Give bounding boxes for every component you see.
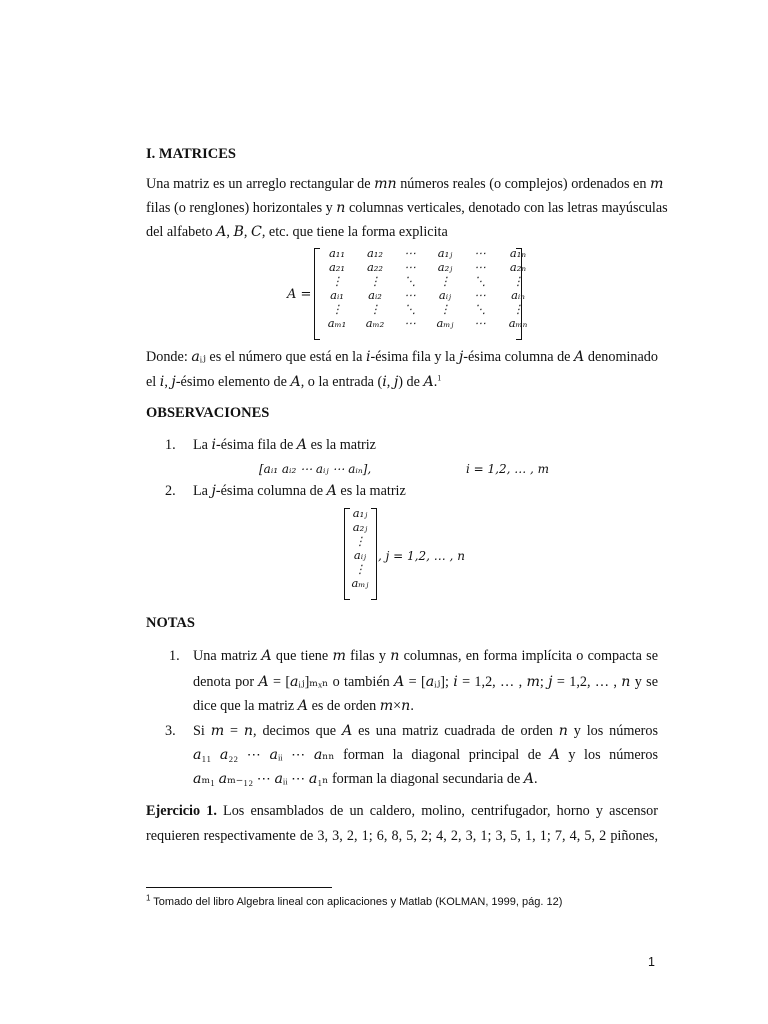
column-entry: ⋮ (354, 562, 366, 576)
matrix-entry: 𝑎ᵢ₁ (330, 288, 344, 302)
matrix-entry: 𝑎ᵢⱼ (438, 288, 452, 302)
matrix-entries (318, 246, 540, 330)
matrix-entry: ⋮ (512, 274, 524, 288)
matrix-entry: ⋱ (474, 274, 486, 288)
column-entry: 𝑎ᵢⱼ (353, 548, 367, 562)
matrix-entry: ⋮ (369, 274, 381, 288)
matrix-entry: ⋮ (439, 302, 451, 316)
matrix-entry: 𝑎ᵢₙ (511, 288, 525, 302)
section-title: I. MATRICES (146, 146, 236, 162)
matrix-entry: ⋯ (404, 288, 416, 302)
matrix-entry: ⋱ (404, 302, 416, 316)
matrix-entry: 𝑎ₘₙ (508, 316, 528, 330)
matrix-entry: ⋱ (474, 302, 486, 316)
column-entry: 𝑎₂ⱼ (352, 520, 368, 534)
matrix-entry: ⋯ (404, 260, 416, 274)
matrix-entry: ⋯ (474, 288, 486, 302)
right-bracket (516, 248, 522, 340)
matrix-entry: 𝑎₂ₙ (509, 260, 527, 274)
matrix-entry: ⋮ (439, 274, 451, 288)
matrix-entry: 𝑎ᵢ₂ (368, 288, 382, 302)
matrix-entry: ⋯ (474, 316, 486, 330)
column-entry: ⋮ (354, 534, 366, 548)
matrix-entry: ⋮ (512, 302, 524, 316)
matrix-entry: 𝑎₁₂ (366, 246, 384, 260)
matrix-entry: ⋮ (369, 302, 381, 316)
matrix-entry: 𝑎₂₂ (366, 260, 384, 274)
observaciones-title: OBSERVACIONES (146, 405, 270, 421)
footnote-separator (146, 887, 332, 888)
ejercicio-label: Ejercicio 1. (146, 803, 217, 819)
matrix-entry: 𝑎ₘⱼ (436, 316, 454, 330)
matrix-entry: 𝑎₁₁ (328, 246, 346, 260)
matrix-entry: 𝑎₂₁ (328, 260, 346, 274)
matrix-entry: 𝑎₁ⱼ (437, 246, 453, 260)
matrix-entry: ⋯ (474, 246, 486, 260)
footnote: $^1$ Tomado del libro Algebra lineal con aplicaciones y Matlab (KOLMAN, 1999, pág. 12) (146, 893, 563, 908)
matrix-entry: ⋮ (331, 274, 343, 288)
page-number: 1 (648, 955, 655, 969)
matrix-entry: ⋱ (404, 274, 416, 288)
matrix-entry: ⋯ (404, 316, 416, 330)
matrix-entry: 𝑎₁ₙ (509, 246, 527, 260)
column-entry: 𝑎₁ⱼ (352, 506, 368, 520)
matrix-entry: 𝑎ₘ₁ (327, 316, 347, 330)
column-entries (346, 506, 374, 590)
matrix-entry: 𝑎ₘ₂ (365, 316, 385, 330)
notas-title: NOTAS (146, 615, 195, 631)
matrix-entry: ⋮ (331, 302, 343, 316)
column-right-bracket (371, 508, 377, 600)
matrix-entry: ⋯ (404, 246, 416, 260)
matrix-entry: ⋯ (474, 260, 486, 274)
matrix-entry: 𝑎₂ⱼ (437, 260, 453, 274)
footnote-ref: 1 (437, 373, 442, 383)
column-entry: 𝑎ₘⱼ (351, 576, 369, 590)
